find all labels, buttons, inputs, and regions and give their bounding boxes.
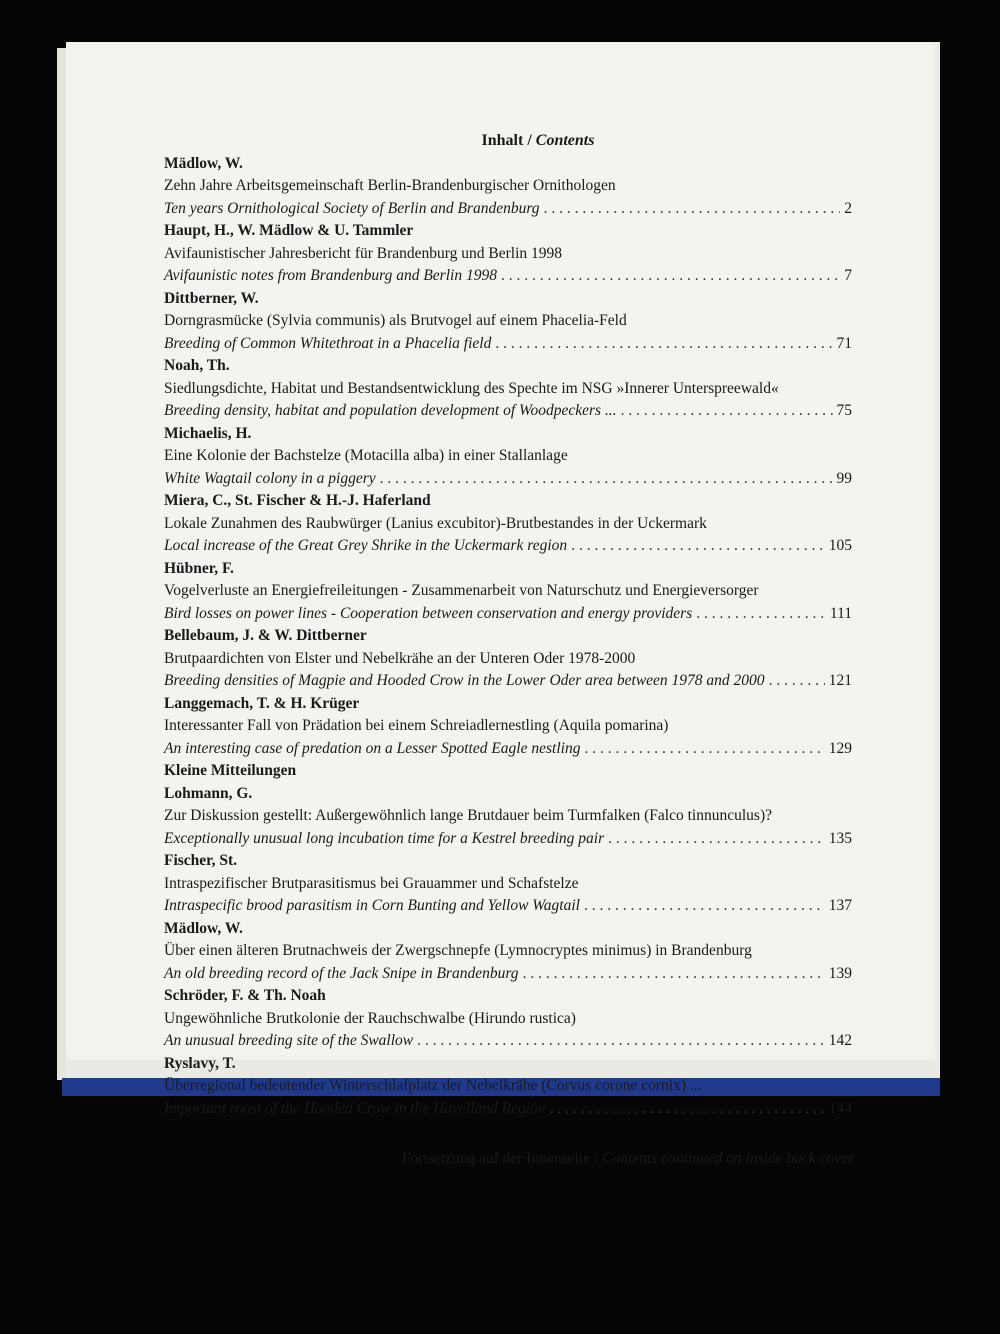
entry-author: Mädlow, W. xyxy=(164,154,243,172)
heading-en: Contents xyxy=(535,132,595,149)
dot-leader xyxy=(501,265,840,288)
entry-page-number: 129 xyxy=(828,739,852,757)
entry-page-number: 137 xyxy=(828,897,852,914)
entry-page-number: 121 xyxy=(828,672,852,689)
entry-author: Noah, Th. xyxy=(164,357,230,374)
toc-entry xyxy=(164,153,852,221)
entry-title-en-row xyxy=(164,265,852,288)
dot-leader xyxy=(621,400,833,423)
entry-title-de: Eine Kolonie der Bachstelze (Motacilla alba) in einer Stallanlage xyxy=(164,447,568,464)
entry-author: Lohmann, G. xyxy=(164,784,253,802)
entry-title-en: An interesting case of predation on a Lesser Spotted Eagle nestling xyxy=(164,739,581,757)
entry-author: Haupt, H., W. Mädlow & U. Tammler xyxy=(164,222,414,239)
entry-page-number: 105 xyxy=(828,537,852,554)
dot-leader xyxy=(380,468,833,491)
dot-leader xyxy=(696,603,826,626)
entry-title-en: Breeding density, habitat and population development of Woodpeckers ... xyxy=(164,402,617,419)
entry-title-de: Brutpaardichten von Elster und Nebelkrähe an der Unteren Oder 1978-2000 xyxy=(164,649,636,667)
entry-page-number: 144 xyxy=(828,1099,852,1117)
entry-title-en: Breeding densities of Magpie and Hooded Crow in the Lower Oder area between 1978 and 2000 xyxy=(164,672,765,689)
toc-entry xyxy=(164,220,852,288)
entry-page-number: 71 xyxy=(836,334,852,352)
footer-sep: / xyxy=(590,1150,603,1167)
entry-author: Bellebaum, J. & W. Dittberner xyxy=(164,627,367,644)
entry-page-number: 142 xyxy=(828,1032,852,1049)
entry-title-en-row xyxy=(164,603,852,626)
entry-title-de: Ungewöhnliche Brutkolonie der Rauchschwalbe (Hirundo rustica) xyxy=(164,1009,576,1027)
heading-de: Inhalt xyxy=(481,132,524,149)
dot-leader xyxy=(584,895,825,918)
entry-author: Mädlow, W. xyxy=(164,919,243,937)
entry-author: Schröder, F. & Th. Noah xyxy=(164,987,326,1004)
entry-page-number: 7 xyxy=(844,267,852,284)
toc-entry xyxy=(164,423,852,491)
entry-title-en: Bird losses on power lines - Cooperation between conservation and energy providers xyxy=(164,604,693,622)
table-of-contents xyxy=(164,130,852,1120)
toc-entry xyxy=(164,985,852,1053)
entry-author: Hübner, F. xyxy=(164,559,234,577)
entry-title-en: Ten years Ornithological Society of Berlin and Brandenburg xyxy=(164,199,540,217)
dot-leader xyxy=(550,1098,825,1121)
toc-entry xyxy=(164,355,852,423)
entry-title-en-row xyxy=(164,333,852,356)
entry-title-de: Interessanter Fall von Prädation bei einem Schreiadlernestling (Aquila pomarina) xyxy=(164,717,669,734)
entry-title-en-row xyxy=(164,670,852,693)
toc-entry xyxy=(164,693,852,761)
entry-title-de: Dorngrasmücke (Sylvia communis) als Brutvogel auf einem Phacelia-Feld xyxy=(164,312,627,329)
entry-title-en-row xyxy=(164,535,852,558)
heading-sep: / xyxy=(523,132,536,149)
entry-author: Dittberner, W. xyxy=(164,289,259,307)
entry-title-de: Avifaunistischer Jahresbericht für Brandenburg und Berlin 1998 xyxy=(164,244,563,262)
entry-title-en: Local increase of the Great Grey Shrike in the Uckermark region xyxy=(164,537,568,554)
entry-page-number: 99 xyxy=(836,469,852,487)
dot-leader xyxy=(544,198,841,221)
entry-author: Michaelis, H. xyxy=(164,424,252,442)
entry-title-de: Zehn Jahre Arbeitsgemeinschaft Berlin-Brandenburgischer Ornithologen xyxy=(164,177,616,194)
entry-title-en: An old breeding record of the Jack Snipe in Brandenburg xyxy=(164,964,519,982)
toc-heading xyxy=(164,130,852,153)
toc-entry xyxy=(164,625,852,693)
entry-title-en: Important roost of the Hooded Crow in the Havelland Region xyxy=(164,1099,546,1117)
toc-entry xyxy=(164,1053,852,1121)
entry-title-de: Über einen älteren Brutnachweis der Zwergschnepfe (Lymnocryptes minimus) in Brandenburg xyxy=(164,942,752,959)
entry-author: Miera, C., St. Fischer & H.-J. Haferland xyxy=(164,492,431,509)
entry-title-en-row xyxy=(164,400,852,423)
footer-en: Contents continued on inside back cover xyxy=(602,1150,854,1167)
entry-title-de: Vogelverluste an Energiefreileitungen - Zusammenarbeit von Naturschutz und Energieversorger xyxy=(164,582,759,599)
entry-title-en-row xyxy=(164,828,852,851)
toc-entry xyxy=(164,918,852,986)
entry-title-de: Siedlungsdichte, Habitat und Bestandsentwicklung des Spechte im NSG »Innerer Unterspreewald« xyxy=(164,379,779,397)
entry-title-de: Überregional bedeutender Winterschlafplatz der Nebelkrähe (Corvus corone cornix) ... xyxy=(164,1077,702,1094)
entry-title-en: An unusual breeding site of the Swallow xyxy=(164,1032,414,1049)
dot-leader xyxy=(608,828,825,851)
toc-entry xyxy=(164,783,852,851)
footer-note xyxy=(402,1150,854,1168)
toc-short-entries xyxy=(164,783,852,1121)
entry-title-de: Zur Diskussion gestellt: Außergewöhnlich lange Brutdauer beim Turmfalken (Falco tinnunculus)? xyxy=(164,807,772,824)
dot-leader xyxy=(523,963,825,986)
toc-entry xyxy=(164,558,852,626)
dot-leader xyxy=(417,1030,825,1053)
entry-title-en: Avifaunistic notes from Brandenburg and Berlin 1998 xyxy=(164,267,497,284)
entry-page-number: 111 xyxy=(829,604,852,622)
entry-title-en-row xyxy=(164,198,852,221)
toc-entry xyxy=(164,490,852,558)
dot-leader xyxy=(769,670,825,693)
section-title: Kleine Mitteilungen xyxy=(164,762,297,779)
toc-entry xyxy=(164,288,852,356)
entry-author: Langgemach, T. & H. Krüger xyxy=(164,694,360,712)
entry-title-en-row xyxy=(164,963,852,986)
dot-leader xyxy=(584,738,824,761)
entry-title-en-row xyxy=(164,468,852,491)
entry-title-en-row xyxy=(164,895,852,918)
entry-title-en: White Wagtail colony in a piggery xyxy=(164,469,376,487)
entry-author: Ryslavy, T. xyxy=(164,1054,236,1072)
entry-page-number: 2 xyxy=(844,199,852,217)
entry-page-number: 135 xyxy=(828,829,852,847)
footer-de: Fortsetzung auf der Innenseite xyxy=(402,1150,591,1167)
entry-title-en-row xyxy=(164,738,852,761)
entry-title-de: Lokale Zunahmen des Raubwürger (Lanius excubitor)-Brutbestandes in der Uckermark xyxy=(164,514,707,532)
entry-title-en-row xyxy=(164,1030,852,1053)
dot-leader xyxy=(571,535,825,558)
entry-title-en: Breeding of Common Whitethroat in a Phacelia field xyxy=(164,334,492,352)
toc-entry xyxy=(164,850,852,918)
entry-title-en-row xyxy=(164,1098,852,1121)
entry-title-en: Exceptionally unusual long incubation time for a Kestrel breeding pair xyxy=(164,829,605,847)
dot-leader xyxy=(495,333,832,356)
entry-title-en: Intraspecific brood parasitism in Corn Bunting and Yellow Wagtail xyxy=(164,897,580,914)
entry-title-de: Intraspezifischer Brutparasitismus bei Grauammer und Schafstelze xyxy=(164,874,579,892)
entry-author: Fischer, St. xyxy=(164,852,238,869)
entry-page-number: 75 xyxy=(836,402,852,419)
entry-page-number: 139 xyxy=(828,964,852,982)
toc-entries xyxy=(164,153,852,761)
